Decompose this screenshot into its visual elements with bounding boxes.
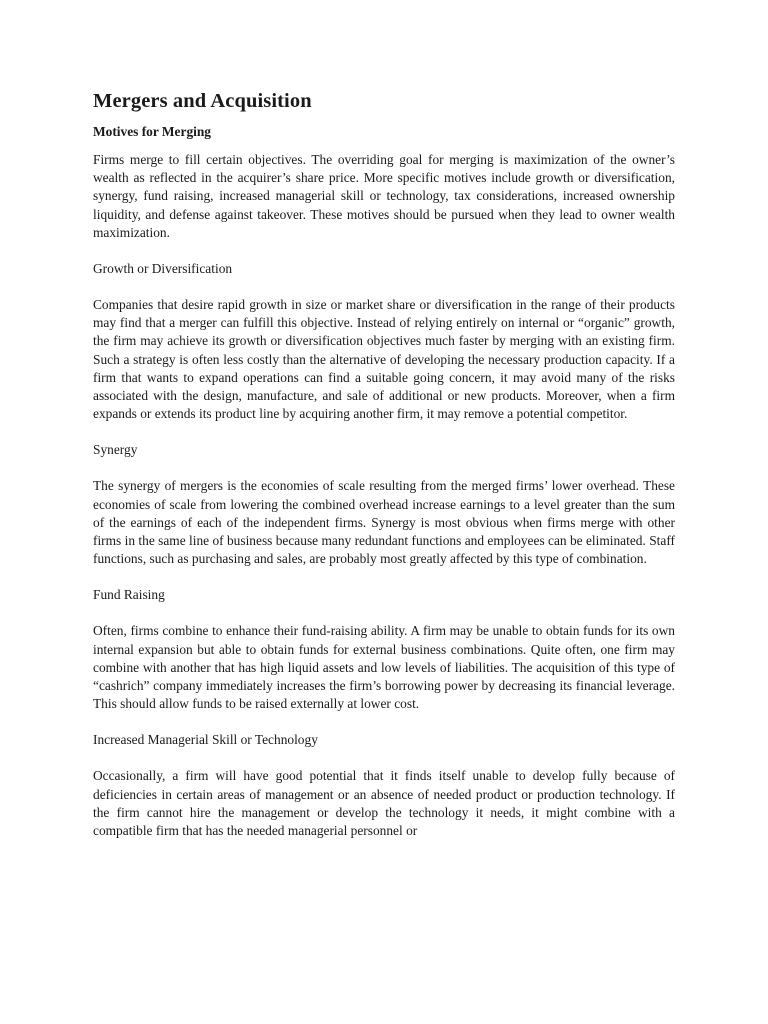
section-title: Motives for Merging: [93, 124, 211, 139]
subsection-heading-fund-raising: Fund Raising: [93, 587, 165, 603]
intro-paragraph: Firms merge to fill certain objectives. The overriding goal for merging is maximization of the owner’s wealth as reflected in the acquirer’s share price. More specific motives include growth or diversification, synergy, fund raising, increased managerial skill or technology, tax considerations, increased ownership liquidity, and defense against takeover. These motives should be pursued when they lead to owner wealth maximization.: [93, 152, 675, 240]
subsection-heading-managerial-skill: Increased Managerial Skill or Technology: [93, 732, 318, 748]
subsection-body-synergy: The synergy of mergers is the economies of scale resulting from the merged firms’ lower overhead. These economies of scale from lowering the combined overhead increase earnings to a level greater than the sum of the earnings of each of the independent firms. Synergy is most obvious when firms merge with other firms in the same line of business because many redundant functions and employees can be eliminated. Staff functions, such as purchasing and sales, are probably most greatly affected by this type of combination.: [93, 478, 675, 567]
subsection-body-managerial-skill: Occasionally, a firm will have good potential that it finds itself unable to develop fully because of deficiencies in certain areas of management or an absence of needed product or production technology. If the firm cannot hire the management or develop the technology it needs, it might combine with a compatible firm that has the needed managerial personnel or: [93, 768, 675, 839]
subsection-body-fund-raising: Often, firms combine to enhance their fund-raising ability. A firm may be unable to obtain funds for its own internal expansion but able to obtain funds for external business combinations. Quite often, one firm may combine with another that has high liquid assets and low levels of liabilities. The acquisition of this type of “cashrich” company immediately increases the firm’s borrowing power by decreasing its financial leverage. This should allow funds to be raised externally at lower cost.: [93, 623, 675, 712]
document-page: [93, 88, 675, 858]
subsection-heading-growth: Growth or Diversification: [93, 261, 233, 277]
document-title: Mergers and Acquisition: [93, 90, 312, 112]
subsection-body-growth: Companies that desire rapid growth in size or market share or diversification in the range of their products may find that a merger can fulfill this objective. Instead of relying entirely on internal or “organic” growth, the firm may achieve its growth or diversification objectives much faster by merging with an existing firm. Such a strategy is often less costly than the alternative of developing the necessary production capacity. If a firm that wants to expand operations can find a suitable going concern, it may avoid many of the risks associated with the design, manufacture, and sale of additional or new products. Moreover, when a firm expands or extends its product line by acquiring another firm, it may remove a potential competitor.: [93, 297, 675, 422]
subsection-heading-synergy: Synergy: [93, 442, 138, 458]
